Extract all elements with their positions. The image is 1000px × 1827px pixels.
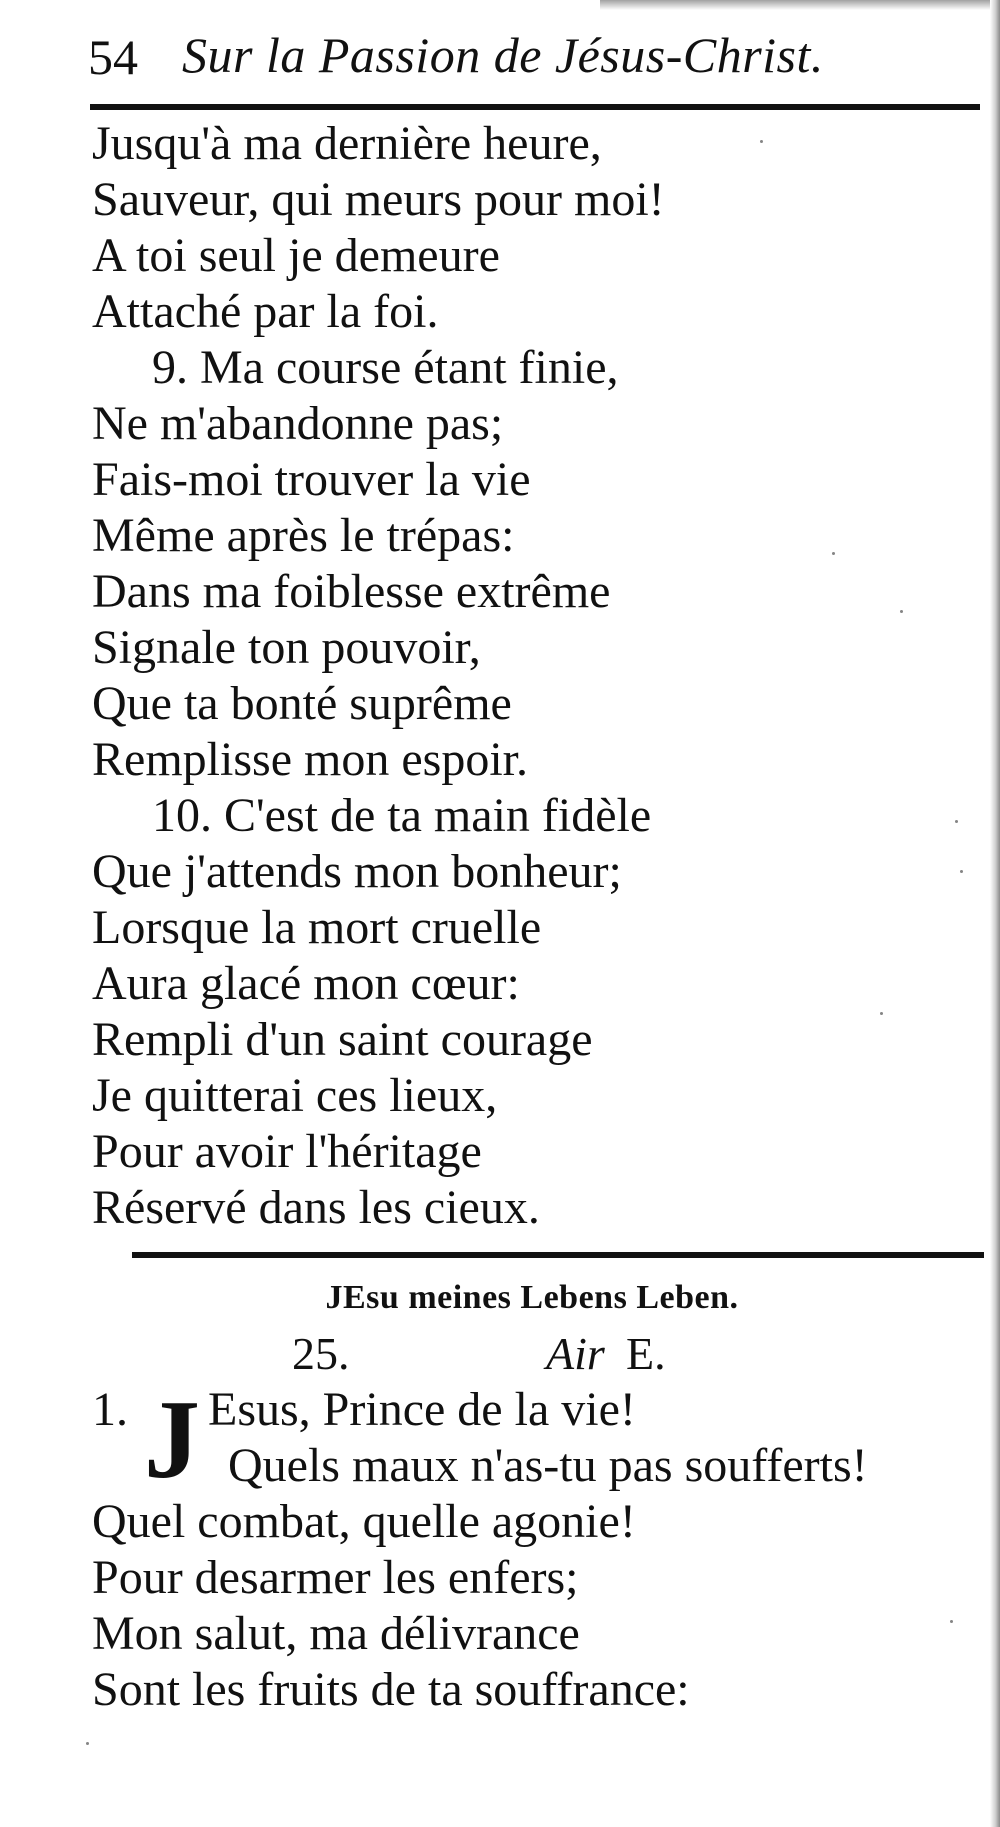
verse-line: Lorsque la mort cruelle [92, 901, 542, 954]
air-value: E. [626, 1328, 666, 1379]
drop-cap: J [144, 1378, 200, 1502]
print-speck [880, 1012, 883, 1015]
verse-line: Jusqu'à ma dernière heure, [92, 117, 602, 170]
verse-line: Ne m'abandonne pas; [92, 397, 504, 450]
verse-line: 9. Ma course étant finie, [152, 341, 619, 394]
verse-line: Attaché par la foi. [92, 285, 439, 338]
hymn-stanzas [92, 116, 972, 1236]
print-speck [86, 1742, 89, 1745]
verse-line: Quels maux n'as-tu pas soufferts! [228, 1439, 868, 1492]
verse-line: Sont les fruits de ta souffrance: [92, 1663, 690, 1716]
verse-line: Réservé dans les cieux. [92, 1181, 540, 1234]
verse-line: Fais-moi trouver la vie [92, 453, 531, 506]
section-divider-rule [132, 1252, 984, 1258]
print-speck [832, 552, 835, 555]
verse-line: Même après le trépas: [92, 509, 515, 562]
running-title: Sur la Passion de Jésus-Christ. [182, 27, 824, 83]
verse-line: Sauveur, qui meurs pour moi! [92, 173, 665, 226]
air-label: Air [546, 1328, 605, 1379]
hymn-number: 25. [292, 1328, 350, 1379]
header-rule [90, 104, 980, 110]
verse-line: Signale ton pouvoir, [92, 621, 481, 674]
print-speck [950, 1620, 953, 1623]
page-header [88, 14, 968, 96]
verse-line: Que ta bonté suprême [92, 677, 512, 730]
page-number: 54 [88, 29, 138, 85]
verse-number: 1. [92, 1383, 128, 1436]
next-hymn [92, 1270, 972, 1718]
page-edge-shadow [990, 0, 1000, 1827]
first-verse-opening [92, 1378, 972, 1502]
print-speck [900, 610, 903, 613]
verse-line: Aura glacé mon cœur: [92, 957, 520, 1010]
verse-line: Remplisse mon espoir. [92, 733, 528, 786]
verse-line: A toi seul je demeure [92, 229, 500, 282]
verse-line: Pour desarmer les enfers; [92, 1551, 579, 1604]
verse-line: Mon salut, ma délivrance [92, 1607, 580, 1660]
verse-line: Que j'attends mon bonheur; [92, 845, 622, 898]
print-speck [960, 870, 963, 873]
verse-line: Pour avoir l'héritage [92, 1125, 482, 1178]
verse-lines [92, 1494, 972, 1718]
hymn-number-line [92, 1326, 972, 1382]
verse-line: 10. C'est de ta main fidèle [152, 789, 652, 842]
verse-line: Dans ma foiblesse extrême [92, 565, 611, 618]
page-top-scuff [600, 0, 1000, 10]
verse-line: Quel combat, quelle agonie! [92, 1495, 636, 1548]
german-hymn-title: JEsu meines Lebens Leben. [325, 1279, 739, 1316]
print-speck [760, 140, 763, 143]
print-speck [955, 820, 958, 823]
verse-line: Esus, Prince de la vie! [208, 1383, 636, 1436]
verse-line: Je quitterai ces lieux, [92, 1069, 498, 1122]
verse-line: Rempli d'un saint courage [92, 1013, 593, 1066]
